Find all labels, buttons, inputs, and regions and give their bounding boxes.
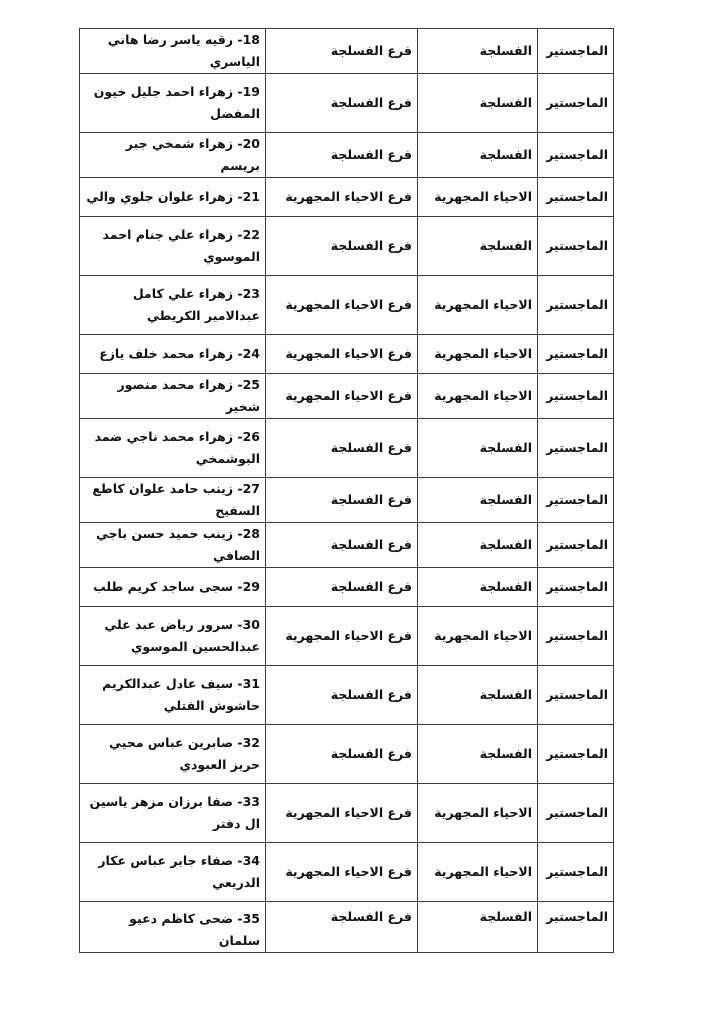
field-cell: الاحياء المجهرية [418, 374, 538, 419]
row-number: 18- [237, 32, 260, 47]
name-cell [80, 29, 266, 74]
field-cell: الفسلجة [418, 725, 538, 784]
field-cell: الفسلجة [418, 29, 538, 74]
name-cell [80, 74, 266, 133]
table-row [80, 217, 614, 276]
table-row [80, 607, 614, 666]
degree-cell: الماجستير [538, 133, 614, 178]
degree-cell: الماجستير [538, 29, 614, 74]
name-cell [80, 725, 266, 784]
field-cell: الاحياء المجهرية [418, 335, 538, 374]
degree-cell: الماجستير [538, 568, 614, 607]
name-cell [80, 217, 266, 276]
table-row [80, 29, 614, 74]
branch-cell: فرع الفسلجة [266, 478, 418, 523]
degree-cell: الماجستير [538, 843, 614, 902]
degree-cell: الماجستير [538, 335, 614, 374]
degree-cell: الماجستير [538, 784, 614, 843]
row-number: 22- [237, 227, 260, 242]
field-cell: الفسلجة [418, 568, 538, 607]
name-cell [80, 607, 266, 666]
branch-cell: فرع الاحياء المجهرية [266, 276, 418, 335]
row-number: 35- [237, 911, 260, 926]
degree-cell: الماجستير [538, 217, 614, 276]
student-name: زهراء علي كامل عبدالامير الكريطي [132, 286, 260, 323]
student-name: صابرين عباس محيي حريز العبودي [109, 735, 260, 772]
name-cell [80, 478, 266, 523]
branch-cell: فرع الاحياء المجهرية [266, 178, 418, 217]
degree-cell: الماجستير [538, 902, 614, 953]
student-name: سرور رياض عبد علي عبدالحسين الموسوي [104, 617, 260, 654]
row-number: 25- [237, 377, 260, 392]
field-cell: الفسلجة [418, 419, 538, 478]
row-number: 31- [237, 676, 260, 691]
student-name: زهراء شمخي جبر بريسم [125, 136, 260, 173]
table-row [80, 335, 614, 374]
degree-cell: الماجستير [538, 725, 614, 784]
field-cell: الفسلجة [418, 133, 538, 178]
branch-cell: فرع الفسلجة [266, 74, 418, 133]
student-name: زهراء محمد خلف يازع [99, 346, 234, 361]
table-row [80, 523, 614, 568]
degree-cell: الماجستير [538, 178, 614, 217]
table-row [80, 276, 614, 335]
student-name: رقيه ياسر رضا هاني الياسري [107, 32, 260, 69]
name-cell [80, 335, 266, 374]
row-number: 27- [237, 481, 260, 496]
table-row [80, 374, 614, 419]
branch-cell: فرع الفسلجة [266, 725, 418, 784]
student-name: زينب حامد علوان كاطع السفيح [92, 481, 260, 518]
name-cell [80, 419, 266, 478]
field-cell: الفسلجة [418, 217, 538, 276]
field-cell: الاحياء المجهرية [418, 276, 538, 335]
degree-cell: الماجستير [538, 374, 614, 419]
branch-cell: فرع الفسلجة [266, 29, 418, 74]
field-cell: الاحياء المجهرية [418, 784, 538, 843]
student-name: زهراء محمد منصور شخير [117, 377, 260, 414]
student-table-body [80, 29, 614, 953]
name-cell [80, 374, 266, 419]
branch-cell: فرع الفسلجة [266, 568, 418, 607]
degree-cell: الماجستير [538, 478, 614, 523]
row-number: 29- [237, 579, 260, 594]
degree-cell: الماجستير [538, 607, 614, 666]
table-row [80, 419, 614, 478]
name-cell [80, 523, 266, 568]
name-cell [80, 133, 266, 178]
table-row [80, 478, 614, 523]
degree-cell: الماجستير [538, 276, 614, 335]
name-cell [80, 178, 266, 217]
table-row [80, 74, 614, 133]
student-name: ضحى كاظم دعيو سلمان [129, 911, 260, 948]
field-cell: الفسلجة [418, 523, 538, 568]
degree-cell: الماجستير [538, 419, 614, 478]
student-name: زهراء علوان جلوي والي [86, 189, 234, 204]
name-cell [80, 784, 266, 843]
branch-cell: فرع الفسلجة [266, 666, 418, 725]
name-cell [80, 276, 266, 335]
name-cell [80, 568, 266, 607]
name-cell [80, 666, 266, 725]
row-number: 20- [237, 136, 260, 151]
table-row [80, 902, 614, 953]
field-cell: الفسلجة [418, 902, 538, 953]
degree-cell: الماجستير [538, 666, 614, 725]
row-number: 28- [237, 526, 260, 541]
student-name: زهراء احمد جليل خيون المفضل [93, 84, 260, 121]
student-name: صفاء جابر عباس عكار الدريعي [98, 853, 260, 890]
field-cell: الاحياء المجهرية [418, 607, 538, 666]
degree-cell: الماجستير [538, 523, 614, 568]
field-cell: الاحياء المجهرية [418, 843, 538, 902]
degree-cell: الماجستير [538, 74, 614, 133]
branch-cell: فرع الاحياء المجهرية [266, 607, 418, 666]
name-cell [80, 843, 266, 902]
branch-cell: فرع الفسلجة [266, 419, 418, 478]
branch-cell: فرع الفسلجة [266, 133, 418, 178]
name-cell [80, 902, 266, 953]
row-number: 30- [237, 617, 260, 632]
branch-cell: فرع الفسلجة [266, 523, 418, 568]
student-name: سيف عادل عبدالكريم حاشوش الفتلي [102, 676, 260, 713]
table-row [80, 784, 614, 843]
field-cell: الفسلجة [418, 666, 538, 725]
row-number: 32- [237, 735, 260, 750]
table-row [80, 843, 614, 902]
student-name: سجى ساجد كريم طلب [93, 579, 234, 594]
table-row [80, 178, 614, 217]
row-number: 26- [237, 429, 260, 444]
branch-cell: فرع الاحياء المجهرية [266, 335, 418, 374]
row-number: 34- [237, 853, 260, 868]
row-number: 23- [237, 286, 260, 301]
student-name: زهراء محمد ناجي ضمد البوشمخي [94, 429, 260, 466]
field-cell: الفسلجة [418, 74, 538, 133]
row-number: 33- [237, 794, 260, 809]
table-row [80, 725, 614, 784]
student-name: زهراء علي جنام احمد الموسوي [102, 227, 260, 264]
field-cell: الفسلجة [418, 478, 538, 523]
table-row [80, 568, 614, 607]
branch-cell: فرع الاحياء المجهرية [266, 374, 418, 419]
row-number: 19- [237, 84, 260, 99]
branch-cell: فرع الفسلجة [266, 217, 418, 276]
student-table [79, 28, 614, 953]
table-row [80, 666, 614, 725]
student-name: صفا برزان مزهر ياسين ال دفتر [89, 794, 260, 831]
branch-cell: فرع الاحياء المجهرية [266, 843, 418, 902]
table-row [80, 133, 614, 178]
branch-cell: فرع الاحياء المجهرية [266, 784, 418, 843]
branch-cell: فرع الفسلجة [266, 902, 418, 953]
row-number: 24- [237, 346, 260, 361]
field-cell: الاحياء المجهرية [418, 178, 538, 217]
student-name: زينب حميد حسن باجي الصافي [96, 526, 260, 563]
row-number: 21- [237, 189, 260, 204]
